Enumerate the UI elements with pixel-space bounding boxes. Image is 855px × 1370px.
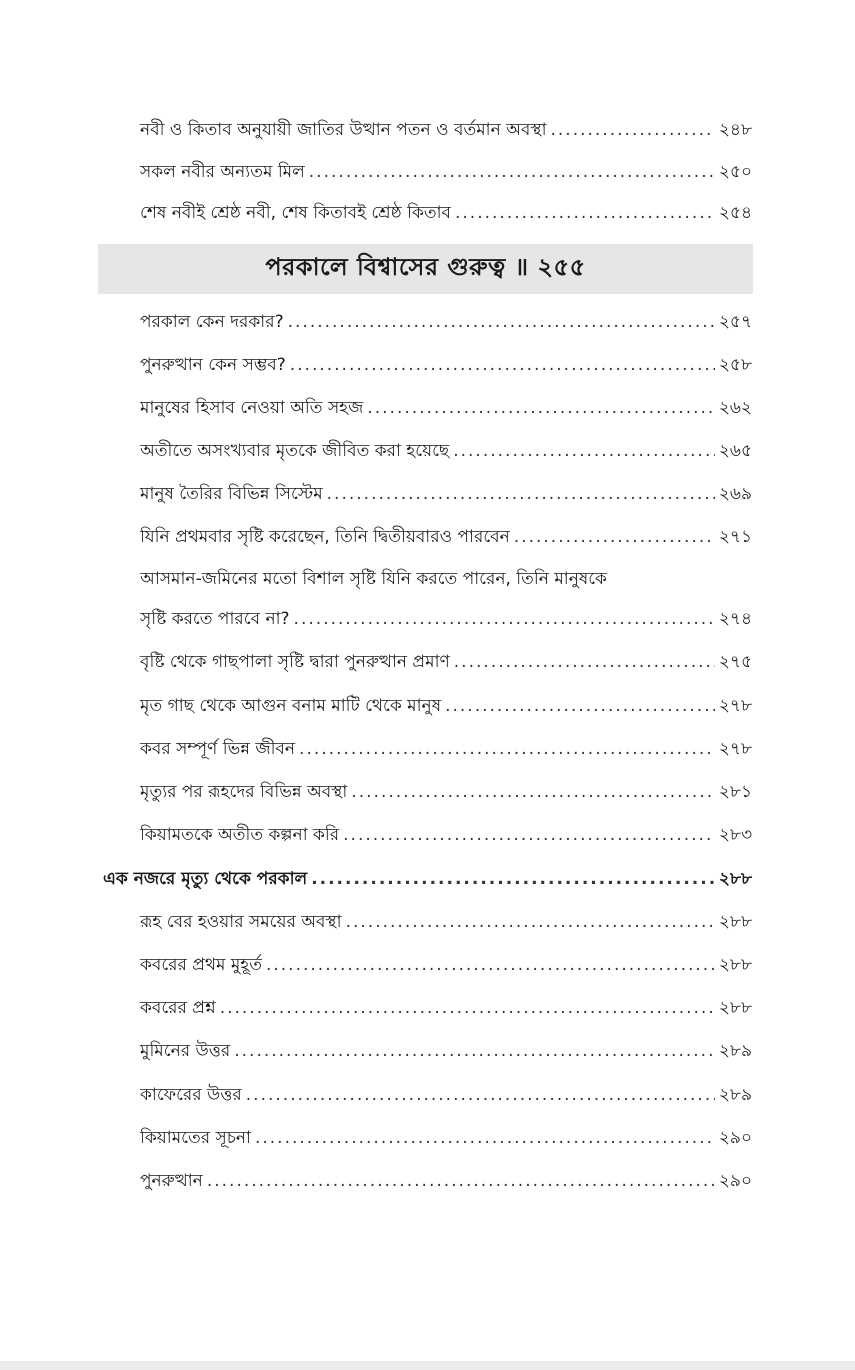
toc-entry xyxy=(140,160,752,184)
toc-entry-title: বৃষ্টি থেকে গাছপালা সৃষ্টি দ্বারা পুনরুত্থান প্রমাণ xyxy=(140,652,450,672)
toc-entry-title: শেষ নবীই শ্রেষ্ঠ নবী, শেষ কিতাবই শ্রেষ্ঠ কিতাব xyxy=(140,203,451,223)
toc-entry-page: ২৮৩ xyxy=(718,825,752,845)
toc-entry-page: ২৯০ xyxy=(718,1171,752,1191)
toc-entry-page: ২৬৯ xyxy=(718,484,752,504)
toc-entry-title: রূহ বের হওয়ার সময়ের অবস্থা xyxy=(140,912,342,932)
toc-entry-page: ২৪৮ xyxy=(718,120,752,140)
dot-leader xyxy=(346,910,715,934)
toc-entry-page: ২৭৪ xyxy=(718,609,752,629)
toc-entry-title: মৃত্যুর পর রূহদের বিভিন্ন অবস্থা xyxy=(140,782,348,802)
toc-entry-page: ২৮৮ xyxy=(718,912,752,932)
toc-entry-page: ২৮৮ xyxy=(718,998,752,1018)
dot-leader xyxy=(551,118,715,142)
toc-entry-title: পুনরুত্থান কেন সম্ভব? xyxy=(140,355,286,375)
dot-leader xyxy=(290,353,715,377)
toc-subheading xyxy=(103,867,752,891)
toc-entry-title: অতীতে অসংখ্যবার মৃতকে জীবিত করা হয়েছে xyxy=(140,441,450,461)
toc-entry xyxy=(140,910,752,934)
dot-leader xyxy=(453,439,715,463)
dot-leader xyxy=(220,996,715,1020)
toc-entry-title: যিনি প্রথমবার সৃষ্টি করেছেন, তিনি দ্বিতীয়বারও পারবেন xyxy=(140,527,510,547)
dot-leader xyxy=(367,396,715,420)
dot-leader xyxy=(351,780,715,804)
dot-leader xyxy=(343,823,715,847)
toc-entry-title: কিয়ামতের সূচনা xyxy=(140,1128,251,1148)
toc-subheading-title: এক নজরে মৃত্যু থেকে পরকাল xyxy=(103,869,308,889)
dot-leader xyxy=(445,694,715,718)
toc-entry xyxy=(140,823,752,847)
toc-entry-title: মানুষ তৈরির বিভিন্ন সিস্টেম xyxy=(140,484,323,504)
toc-entry xyxy=(140,310,752,334)
dot-leader xyxy=(327,482,715,506)
toc-entry-page: ২৮৮ xyxy=(718,955,752,975)
toc-entry-page: ২৬২ xyxy=(718,398,752,418)
toc-entry xyxy=(140,607,752,631)
toc-entry xyxy=(140,996,752,1020)
dot-leader xyxy=(309,160,715,184)
toc-entry-page: ২৭৫ xyxy=(718,652,752,672)
dot-leader xyxy=(294,607,715,631)
toc-entry-title: পুনরুত্থান xyxy=(140,1171,203,1191)
toc-entry-title: পরকাল কেন দরকার? xyxy=(140,312,284,332)
toc-entry xyxy=(140,525,752,549)
toc-entry xyxy=(140,650,752,674)
toc-entry-title: সকল নবীর অন্যতম মিল xyxy=(140,162,305,182)
toc-entry xyxy=(140,737,752,761)
toc-entry-title: মানুষের হিসাব নেওয়া অতি সহজ xyxy=(140,398,364,418)
toc-entry-page: ২৭৮ xyxy=(718,696,752,716)
dot-leader xyxy=(288,310,715,334)
toc-entry-page: ২৬৫ xyxy=(718,441,752,461)
toc-entry-page: ২৫০ xyxy=(718,162,752,182)
toc-entry-page: ২৫৪ xyxy=(718,203,752,223)
toc-entry xyxy=(140,396,752,420)
toc-entry-page: ২৭৮ xyxy=(718,739,752,759)
dot-leader xyxy=(454,650,715,674)
toc-entry xyxy=(140,482,752,506)
toc-entry-title: মুমিনের উত্তর xyxy=(140,1041,231,1061)
dot-leader xyxy=(455,201,715,225)
toc-entry-page: ২৫৮ xyxy=(718,355,752,375)
toc-entry-page: ২৯০ xyxy=(718,1128,752,1148)
dot-leader xyxy=(299,737,715,761)
toc-entry xyxy=(140,439,752,463)
toc-entry-title: মৃত গাছ থেকে আগুন বনাম মাটি থেকে মানুষ xyxy=(140,696,442,716)
toc-entry-title: কবরের প্রথম মুহূর্ত xyxy=(140,955,262,975)
dot-leader xyxy=(514,525,715,549)
toc-entry xyxy=(140,694,752,718)
toc-entry-page: ২৫৭ xyxy=(718,312,752,332)
dot-leader xyxy=(266,953,715,977)
toc-entry xyxy=(140,1169,752,1193)
toc-entry-title-line2: সৃষ্টি করতে পারবে না? xyxy=(140,609,290,629)
dot-leader xyxy=(255,1126,715,1150)
toc-entry-title: কবরের প্রশ্ন xyxy=(140,998,216,1018)
toc-entry-title: কিয়ামতকে অতীত কল্পনা করি xyxy=(140,825,340,845)
toc-entry-page: ২৮১ xyxy=(718,782,752,802)
toc-entry-page: ২৮৯ xyxy=(718,1041,752,1061)
toc-subheading-page: ২৮৮ xyxy=(718,869,752,889)
page-bottom-edge xyxy=(0,1361,855,1370)
toc-entry xyxy=(140,1083,752,1107)
dot-leader xyxy=(234,1039,715,1063)
toc-entry-title: কাফেরের উত্তর xyxy=(140,1085,242,1105)
toc-entry-title: কবর সম্পূর্ণ ভিন্ন জীবন xyxy=(140,739,296,759)
toc-entry xyxy=(140,353,752,377)
dot-leader xyxy=(246,1083,715,1107)
toc-entry xyxy=(140,953,752,977)
dot-leader xyxy=(207,1169,715,1193)
toc-entry-page: ২৮৯ xyxy=(718,1085,752,1105)
toc-entry xyxy=(140,1039,752,1063)
toc-entry xyxy=(140,1126,752,1150)
toc-entry xyxy=(140,118,752,142)
toc-entry-page: ২৭১ xyxy=(718,527,752,547)
section-heading: পরকালে বিশ্বাসের গুরুত্ব ॥ ২৫৫ xyxy=(98,244,753,294)
dot-leader xyxy=(311,867,715,891)
toc-entry-title: নবী ও কিতাব অনুযায়ী জাতির উত্থান পতন ও বর্তমান অবস্থা xyxy=(140,120,547,140)
toc-entry-title-line1: আসমান-জমিনের মতো বিশাল সৃষ্টি যিনি করতে পারেন, তিনি মানুষকে xyxy=(140,569,607,589)
toc-entry xyxy=(140,201,752,225)
toc-entry xyxy=(140,780,752,804)
